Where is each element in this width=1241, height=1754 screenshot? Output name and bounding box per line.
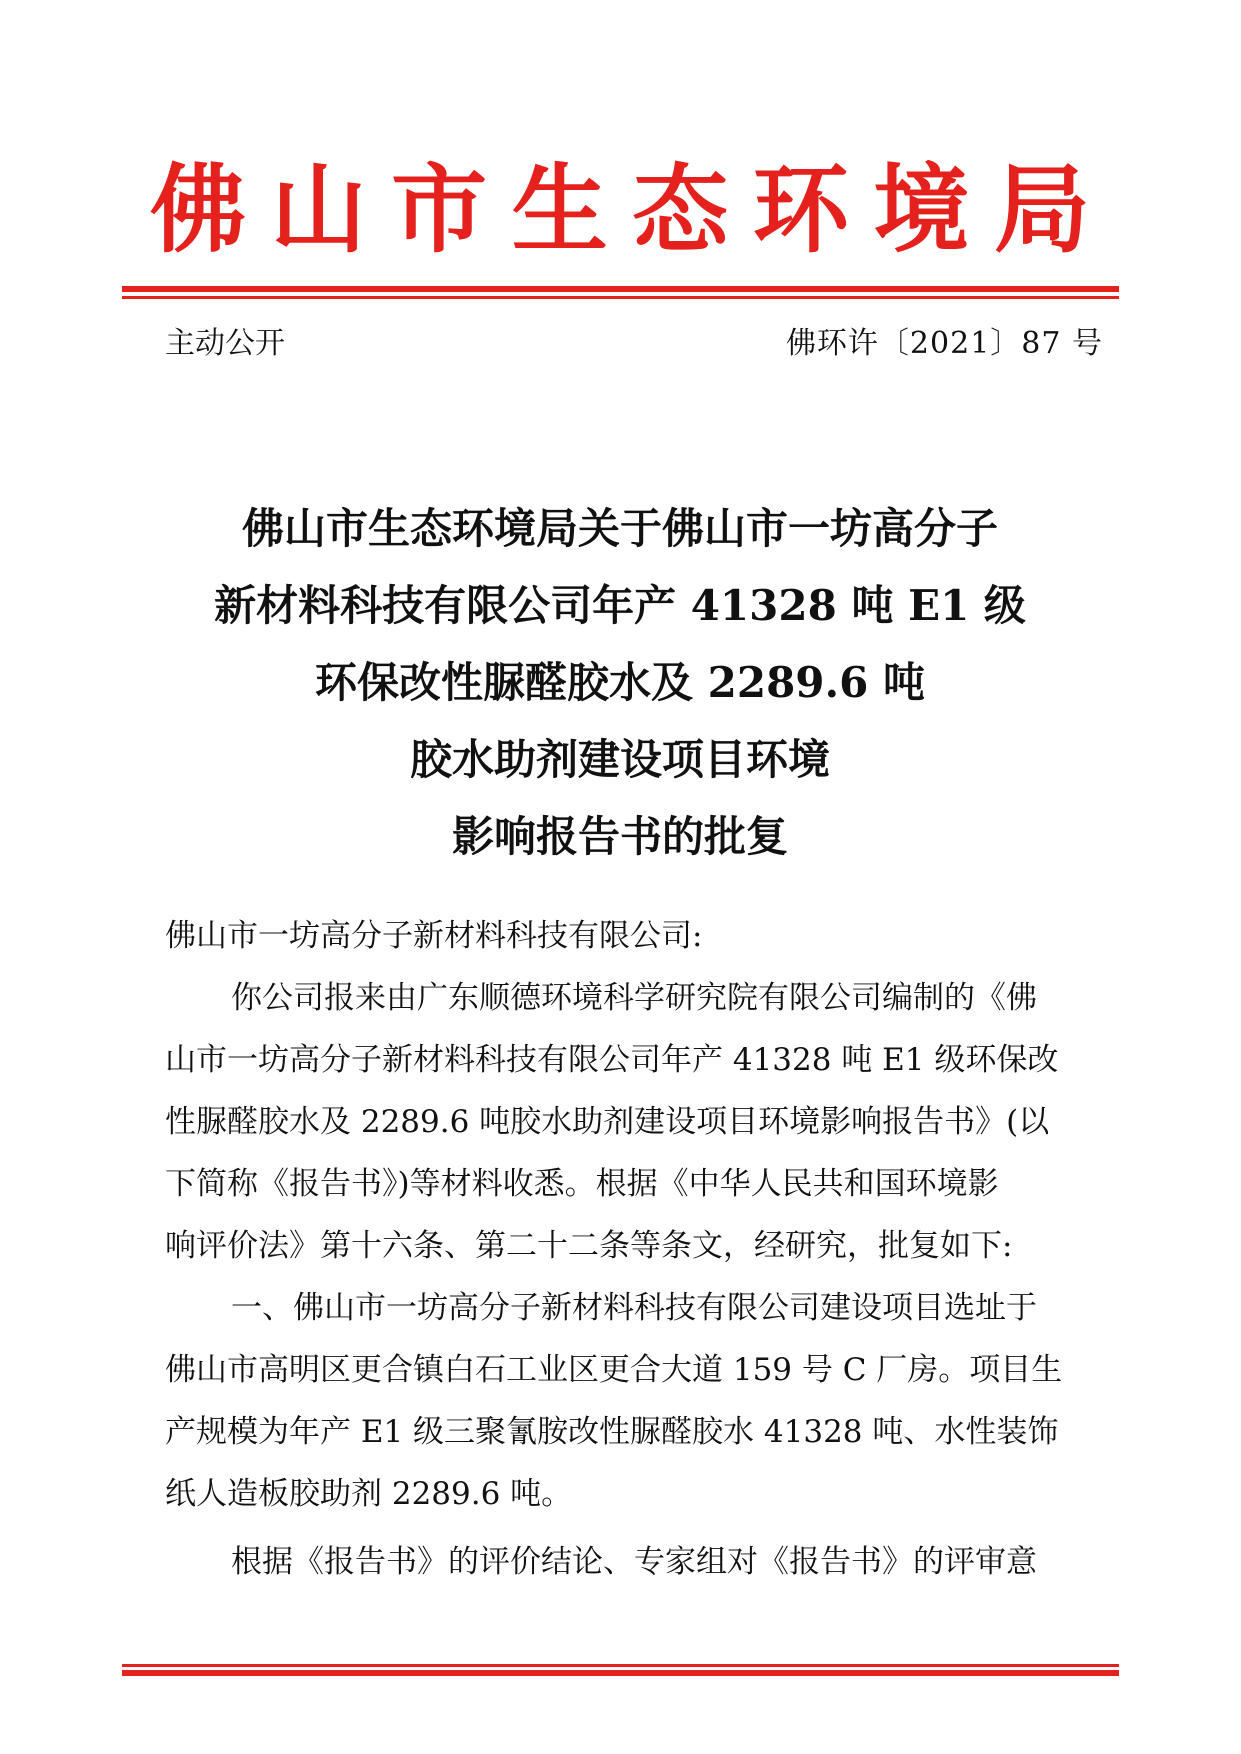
title-line: 环保改性脲醛胶水及 2289.6 吨 [315, 658, 925, 707]
title-line: 新材料科技有限公司年产 41328 吨 E1 级 [214, 581, 1026, 630]
masthead-title [150, 150, 1090, 270]
body-line: 下简称《报告书》)等材料收悉。根据《中华人民共和国环境影 [165, 1166, 999, 1202]
body-line: 性脲醛胶水及 2289.6 吨胶水助剂建设项目环境影响报告书》(以 [165, 1104, 1050, 1140]
body-line: 山市一坊高分子新材料科技有限公司年产 41328 吨 E1 级环保改 [165, 1042, 1059, 1078]
salutation: 佛山市一坊高分子新材料科技有限公司: [165, 918, 703, 954]
document-number: 佛环许〔2021〕87 号 [785, 326, 1103, 361]
footer-rule-thin [122, 1664, 1119, 1667]
masthead-char: 态 [632, 153, 729, 266]
title-line: 影响报告书的批复 [451, 812, 788, 861]
masthead-char: 山 [270, 153, 367, 266]
masthead-char: 环 [752, 153, 849, 266]
title-line: 佛山市生态环境局关于佛山市一坊高分子 [241, 504, 998, 553]
body-line: 你公司报来由广东顺德环境科学研究院有限公司编制的《佛 [231, 980, 1037, 1016]
header-rule-thick [122, 286, 1119, 292]
footer-rule-thick [122, 1670, 1119, 1676]
body-line: 产规模为年产 E1 级三聚氰胺改性脲醛胶水 41328 吨、水性装饰 [165, 1414, 1059, 1450]
body-line: 纸人造板胶助剂 2289.6 吨。 [165, 1476, 573, 1512]
body-line: 响评价法》第十六条、第二十二条等条文，经研究，批复如下: [165, 1228, 1013, 1264]
document-title [150, 490, 1090, 875]
body-line: 根据《报告书》的评价结论、专家组对《报告书》的评审意 [231, 1544, 1037, 1580]
body-line: 一、佛山市一坊高分子新材料科技有限公司建设项目选址于 [231, 1290, 1037, 1326]
title-line: 胶水助剂建设项目环境 [409, 735, 830, 784]
masthead-char: 生 [511, 153, 608, 266]
masthead-char: 市 [391, 153, 488, 266]
document-body [165, 905, 1085, 1593]
masthead-char: 局 [993, 153, 1090, 266]
header-rule-thin [122, 296, 1119, 299]
body-line: 佛山市高明区更合镇白石工业区更合大道 159 号 C 厂房。项目生 [165, 1352, 1063, 1388]
masthead-char: 佛 [150, 153, 246, 266]
masthead-char: 境 [873, 153, 970, 266]
disclosure-label: 主动公开 [165, 326, 285, 361]
